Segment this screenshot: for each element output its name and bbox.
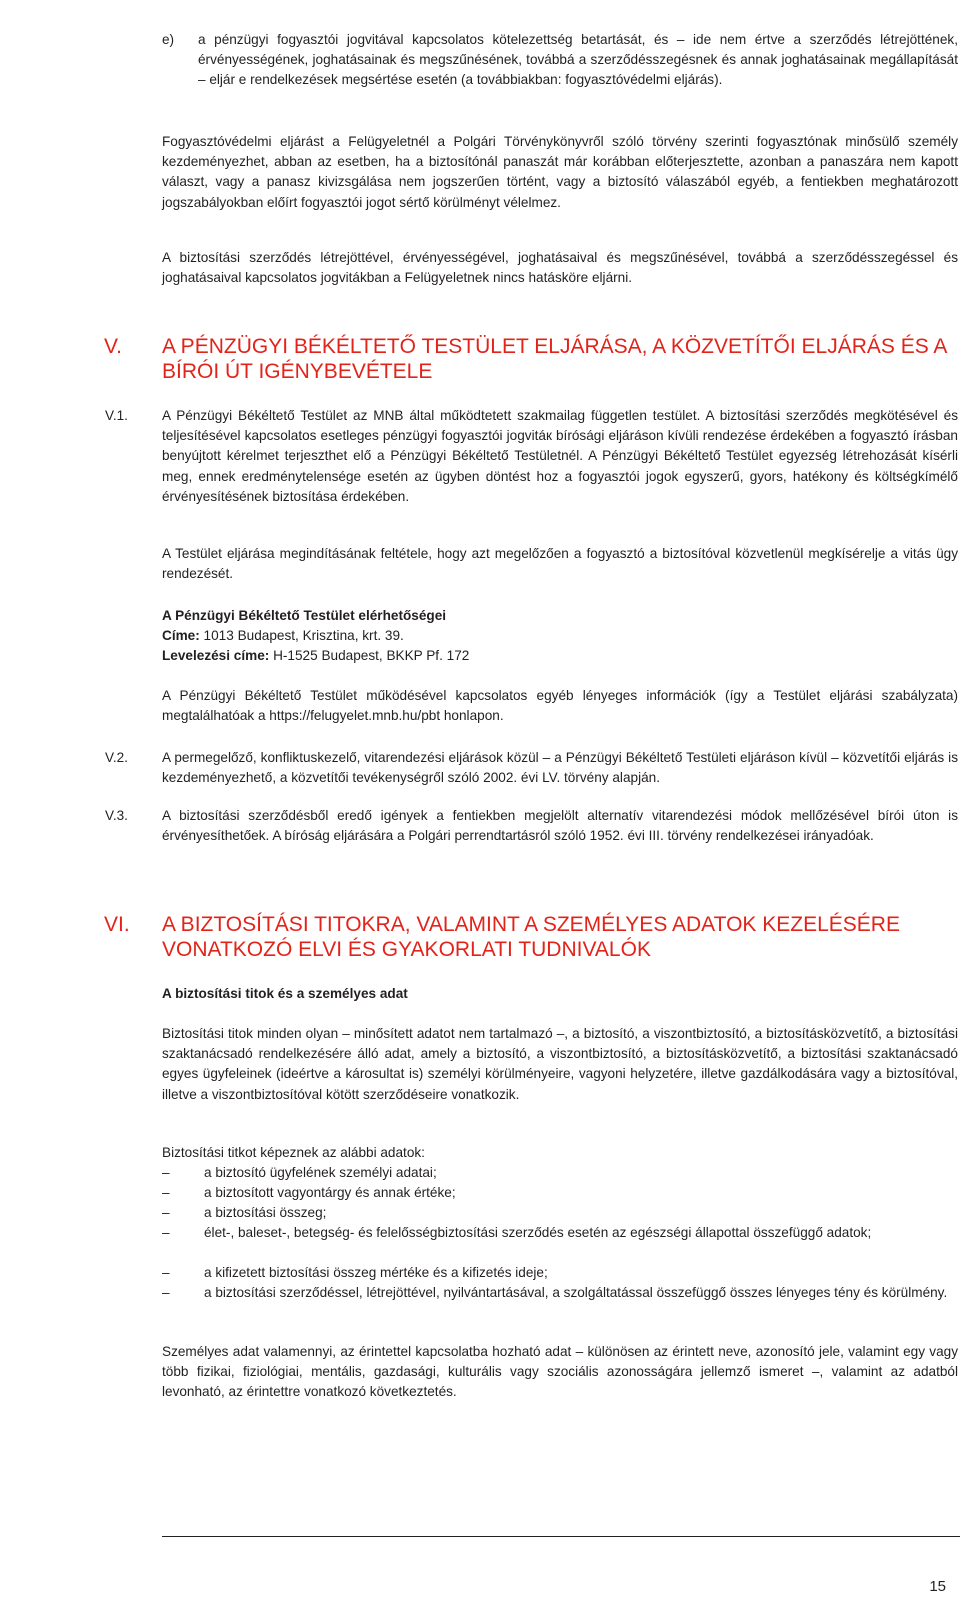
address-value: 1013 Budapest, Krisztina, krt. 39. bbox=[199, 628, 404, 644]
list-dash: – bbox=[162, 1225, 170, 1240]
v2-paragraph: A permegelőző, konfliktuskezelő, vitarendezési eljárások közül – a Pénzügyi Békéltető Testületi eljáráson kívül – közvetítői eljárás is kezdeményezhető, a közvetítői tevékenységről szóló 2002. évi LV. törvény alapján. bbox=[162, 750, 958, 786]
item-e-text: a pénzügyi fogyasztói jogvitával kapcsolatos kötelezettség betartását, és – ide nem értve a szerződés létrejöttének, érvényességének, joghatásainak és megszűnésének, továbbá a szerződésszegésnek és annak joghatásainak megállapítását – eljár e rendelkezések megsértése esetén (a továbbiakban: fogyasztóvédelmi eljárás). bbox=[198, 32, 958, 88]
vi-subheading: A biztosítási titok és a személyes adat bbox=[162, 986, 408, 1001]
subsection-v3-number: V.3. bbox=[105, 808, 128, 823]
vi-list-intro: Biztosítási titkot képeznek az alábbi adatok: bbox=[162, 1145, 425, 1160]
paragraph-no-jurisdiction: A biztosítási szerződés létrejöttével, érvényességével, joghatásaival és megszűnésével, továbbá a szerződésszegéssel és joghatásaival kapcsolatos jogvitákban a Felügyeletnek nincs hatásköre eljárni. bbox=[162, 250, 958, 286]
list-item-text: a biztosítási szerződéssel, létrejöttével, nyilvántartásával, a szolgáltatással összefüggő összes lényeges tény és körülmény. bbox=[204, 1285, 948, 1300]
list-dash: – bbox=[162, 1205, 170, 1220]
footer-divider bbox=[162, 1536, 960, 1537]
page-number: 15 bbox=[929, 1578, 946, 1595]
section-vi-number: VI. bbox=[104, 913, 130, 936]
subsection-v1-number: V.1. bbox=[105, 408, 128, 423]
list-dash: – bbox=[162, 1265, 170, 1280]
contact-block bbox=[162, 606, 958, 667]
postal-address-label: Levelezési címe: bbox=[162, 648, 270, 664]
list-item-text: a biztosító ügyfelének személyi adatai; bbox=[204, 1165, 437, 1180]
list-item-text: élet-, baleset-, betegség- és felelősségbiztosítási szerződés esetén az egészségi állapottal összefüggő adatok; bbox=[204, 1225, 872, 1240]
list-marker-e: e) bbox=[162, 32, 175, 47]
v1-paragraph-3: A Pénzügyi Békéltető Testület működésével kapcsolatos egyéb lényeges információk (így a Testület eljárási szabályzata) megtalálhatóak a https://felugyelet.mnb.hu/pbt honlapon. bbox=[162, 688, 958, 724]
list-dash: – bbox=[162, 1285, 170, 1300]
address-line bbox=[162, 626, 958, 646]
v1-paragraph-2: A Testület eljárása megindításának feltétele, hogy azt megelőzően a fogyasztó a biztosítóval közvetlenül megkísérelje a vitás ügy rendezését. bbox=[162, 546, 958, 582]
address-label: Címe: bbox=[162, 628, 200, 644]
list-dash: – bbox=[162, 1165, 170, 1180]
postal-address-value: H-1525 Budapest, BKKP Pf. 172 bbox=[269, 648, 470, 664]
vi-paragraph-personal-data: Személyes adat valamennyi, az érintettel kapcsolatba hozható adat – különösen az érintett neve, azonosító jele, valamint egy vagy több fizikai, fiziológiai, mentális, gazdasági, kulturális vagy szociális azonosságára jellemző ismeret –, valamint az adatból levonható, az érintettre vonatkozó következtetés. bbox=[162, 1344, 958, 1400]
v1-paragraph-1: A Pénzügyi Békéltető Testület az MNB által működtetett szakmailag független testület. A biztosítási szerződés megkötésével és teljesítésével kapcsolatos esetleges pénzügyi fogyasztói jogvitáк bírósági eljáráson kívüli rendezése érdekében a fogyasztó írásban benyújtott kérelmet terjeszthet elő a Pénzügyi Békéltető Testületnél. A Pénzügyi Békéltető Testület egyezség létrehozását kísérli meg, ennek eredménytelensége esetén az ügyben döntést hoz a fogyasztói jogok egyszerű, gyors, hatékony és költségkímélő érvényesítésének biztosítása érdekében. bbox=[162, 408, 958, 504]
list-dash: – bbox=[162, 1185, 170, 1200]
list-item-text: a biztosítási összeg; bbox=[204, 1205, 327, 1220]
section-vi-title: A BIZTOSÍTÁSI TITOKRA, VALAMINT A SZEMÉLYES ADATOK KEZELÉSÉRE VONATKOZÓ ELVI ÉS GYAKORLATI TUDNIVALÓK bbox=[162, 913, 900, 961]
section-v-number: V. bbox=[104, 335, 122, 358]
vi-paragraph-insurance-secret: Biztosítási titok minden olyan – minősített adatot nem tartalmazó –, a biztosító, a viszontbiztosító, a biztosításközvetítő, a biztosítási szaktanácsadó rendelkezésére álló adat, amely a biztosító, a viszontbiztosító, a biztosításközvetítő, a biztosítási szaktanácsadó egyes ügyfeleinek (ideértve a károsultat is) személyi körülményeire, vagyoni helyzetére, illetve gazdálkodására vagy a biztosítóval, illetve a viszontbiztosítóval kötött szerződéseire vonatkozik. bbox=[162, 1026, 958, 1102]
subsection-v2-number: V.2. bbox=[105, 750, 128, 765]
list-item-text: a biztosított vagyontárgy és annak értéke; bbox=[204, 1185, 456, 1200]
postal-address-line bbox=[162, 646, 958, 666]
v3-paragraph: A biztosítási szerződésből eredő igények a fentiekben megjelölt alternatív vitarendezési módok mellőzésével bírói úton is érvényesíthetőek. A bíróság eljárására a Polgári perrendtartásról szóló 1952. évi III. törvény rendelkezései irányadóak. bbox=[162, 808, 958, 844]
paragraph-consumer-protection-procedure: Fogyasztóvédelmi eljárást a Felügyeletnél a Polgári Törvénykönyvről szóló törvény szerinti fogyasztónak minősülő személy kezdeményezhet, abban az esetben, ha a biztosítónál panaszát már korábban előterjesztette, azonban a panaszára nem kapott választ, vagy a panasz kivizsgálása nem jogszerűen történt, vagy a biztosító válaszából egyéb, a fentiekben meghatározott jogszabályokban előírt fogyasztói jogot sértő körülményt vélelmez. bbox=[162, 134, 958, 210]
list-item-text: a kifizetett biztosítási összeg mértéke és a kifizetés ideje; bbox=[204, 1265, 548, 1280]
section-v-title: A PÉNZÜGYI BÉKÉLTETŐ TESTÜLET ELJÁRÁSA, A KÖZVETÍTŐI ELJÁRÁS ÉS A BÍRÓI ÚT IGÉNYBEVÉTELE bbox=[162, 335, 947, 383]
contact-heading: A Pénzügyi Békéltető Testület elérhetőségei bbox=[162, 608, 447, 623]
